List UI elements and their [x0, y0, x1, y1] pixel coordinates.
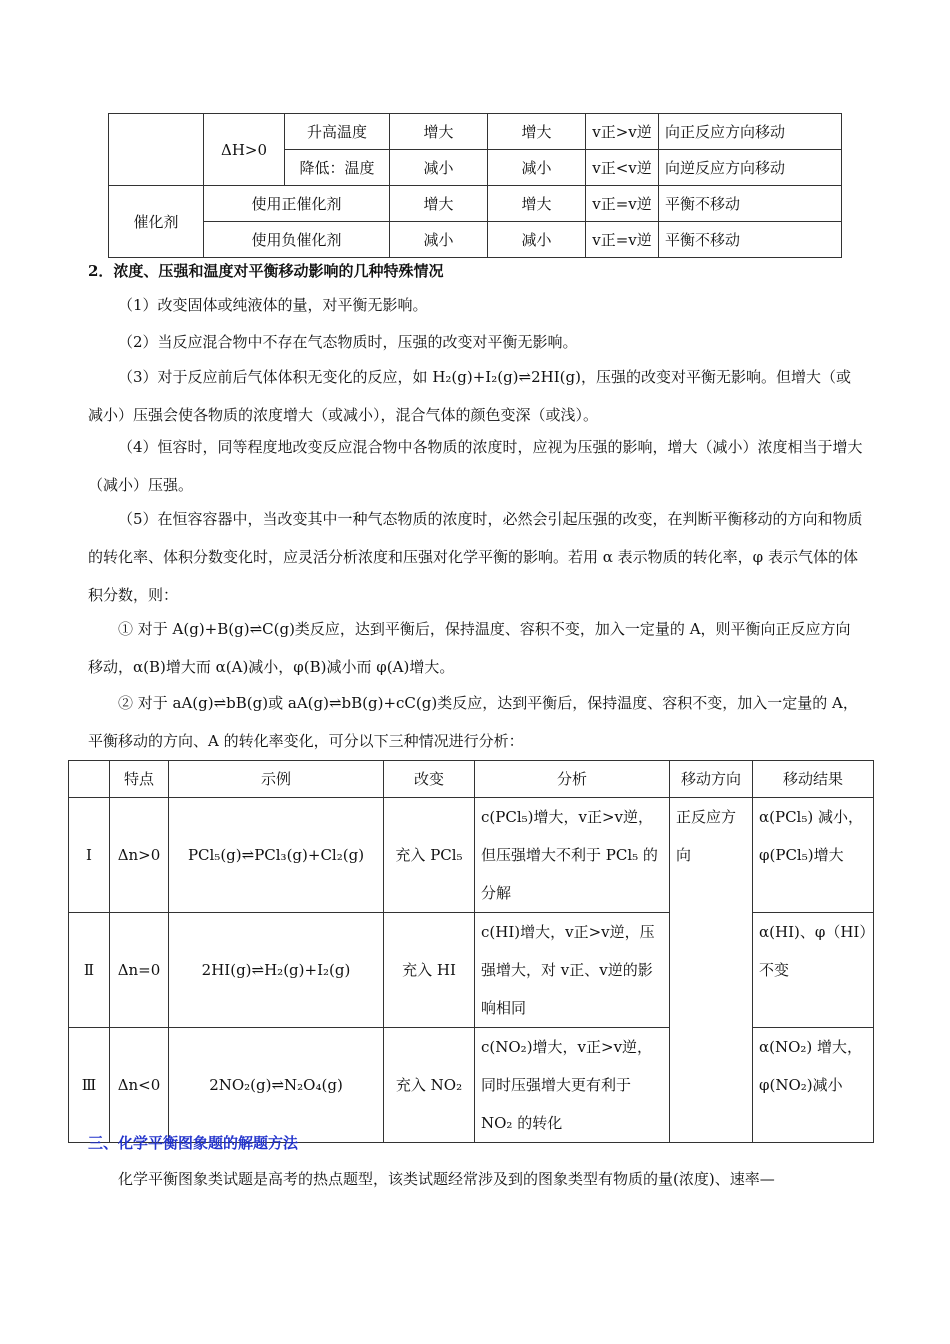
vpos-cell: 增大	[390, 186, 488, 222]
direction-cell: 正反应方向	[670, 798, 753, 1143]
table-row	[109, 114, 842, 150]
change-cell: 充入 PCl₅	[384, 798, 475, 913]
paragraph: （5）在恒容容器中，当改变其中一种气态物质的浓度时，必然会引起压强的改变，在判断平衡移动的方向和物质的转化率、体积分数变化时，应灵活分析浓度和压强对化学平衡的影响。若用 α 表示物质的转化率，φ 表示气体的体积分数，则：	[88, 510, 863, 604]
relation-cell: v正=v逆	[586, 222, 659, 258]
change-cell: 充入 HI	[384, 913, 475, 1028]
table-row	[69, 798, 874, 913]
effect-table-continued	[108, 113, 842, 258]
example-cell: 2HI(g)⇌H₂(g)+I₂(g)	[169, 913, 384, 1028]
header-cell: 示例	[169, 761, 384, 798]
result-cell: 向正反应方向移动	[659, 114, 842, 150]
result-cell: α(HI)、φ（HI）不变	[753, 913, 874, 1028]
header-cell	[69, 761, 110, 798]
vneg-cell: 增大	[488, 114, 586, 150]
vpos-cell: 减小	[390, 150, 488, 186]
condition-cell: ΔH>0	[204, 114, 285, 186]
paragraph: （1）改变固体或纯液体的量，对平衡无影响。	[118, 296, 428, 314]
action-cell: 使用负催化剂	[204, 222, 390, 258]
table-header-row	[69, 761, 874, 798]
header-cell: 特点	[110, 761, 169, 798]
group-cell: 催化剂	[109, 186, 204, 258]
paragraph: （3）对于反应前后气体体积无变化的反应，如 H₂(g)+I₂(g)⇌2HI(g)，压强的改变对平衡无影响。但增大（或减小）压强会使各物质的浓度增大（或减小），混合气体的颜色变深（或浅）。	[88, 368, 851, 424]
paragraph: （4）恒容时，同等程度地改变反应混合物中各物质的浓度时，应视为压强的影响，增大（减小）浓度相当于增大（减小）压强。	[88, 438, 863, 494]
relation-cell: v正<v逆	[586, 150, 659, 186]
change-cell: 充入 NO₂	[384, 1028, 475, 1143]
vneg-cell: 减小	[488, 222, 586, 258]
subheading-special-cases: 2．浓度、压强和温度对平衡移动影响的几种特殊情况	[88, 262, 444, 280]
example-cell: PCl₅(g)⇌PCl₃(g)+Cl₂(g)	[169, 798, 384, 913]
action-cell: 降低：温度	[285, 150, 390, 186]
row-number: Ⅰ	[69, 798, 110, 913]
vpos-cell: 增大	[390, 114, 488, 150]
table-row	[109, 222, 842, 258]
result-cell: 平衡不移动	[659, 222, 842, 258]
feature-cell: Δn>0	[110, 798, 169, 913]
pressure-analysis-table	[68, 760, 874, 1143]
paragraph: ② 对于 aA(g)⇌bB(g)或 aA(g)⇌bB(g)+cC(g)类反应，达到平衡后，保持温度、容积不变，加入一定量的 A，平衡移动的方向、A 的转化率变化，可分以下三种情况进行分析：	[88, 694, 858, 750]
header-cell: 改变	[384, 761, 475, 798]
paragraph: （2）当反应混合物中不存在气态物质时，压强的改变对平衡无影响。	[118, 333, 578, 351]
analysis-cell: c(HI)增大，v正>v逆，压强增大，对 v正、v逆的影响相同	[475, 913, 670, 1028]
analysis-cell: c(NO₂)增大，v正>v逆，同时压强增大更有利于 NO₂ 的转化	[475, 1028, 670, 1143]
action-cell: 使用正催化剂	[204, 186, 390, 222]
feature-cell: Δn=0	[110, 913, 169, 1028]
header-cell: 分析	[475, 761, 670, 798]
row-number: Ⅱ	[69, 913, 110, 1028]
relation-cell: v正>v逆	[586, 114, 659, 150]
paragraph: 化学平衡图象类试题是高考的热点题型，该类试题经常涉及到的图象类型有物质的量(浓度)、速率—	[118, 1170, 775, 1188]
relation-cell: v正=v逆	[586, 186, 659, 222]
vneg-cell: 减小	[488, 150, 586, 186]
table-row	[69, 913, 874, 1028]
row-number: Ⅲ	[69, 1028, 110, 1143]
table-row	[69, 1028, 874, 1143]
example-cell: 2NO₂(g)⇌N₂O₄(g)	[169, 1028, 384, 1143]
analysis-cell: c(PCl₅)增大，v正>v逆，但压强增大不利于 PCl₅ 的分解	[475, 798, 670, 913]
result-cell: 向逆反应方向移动	[659, 150, 842, 186]
result-cell: α(NO₂) 增大，φ(NO₂)减小	[753, 1028, 874, 1143]
section-heading-3: 三、化学平衡图象题的解题方法	[88, 1134, 299, 1152]
result-cell: α(PCl₅) 减小，φ(PCl₅)增大	[753, 798, 874, 913]
vneg-cell: 增大	[488, 186, 586, 222]
result-cell: 平衡不移动	[659, 186, 842, 222]
group-cell	[109, 114, 204, 186]
vpos-cell: 减小	[390, 222, 488, 258]
action-cell: 升高温度	[285, 114, 390, 150]
table-row	[109, 186, 842, 222]
feature-cell: Δn<0	[110, 1028, 169, 1143]
header-cell: 移动结果	[753, 761, 874, 798]
paragraph: ① 对于 A(g)+B(g)⇌C(g)类反应，达到平衡后，保持温度、容积不变，加入一定量的 A，则平衡向正反应方向移动，α(B)增大而 α(A)减小，φ(B)减小而 φ(A)增大。	[88, 620, 851, 676]
header-cell: 移动方向	[670, 761, 753, 798]
